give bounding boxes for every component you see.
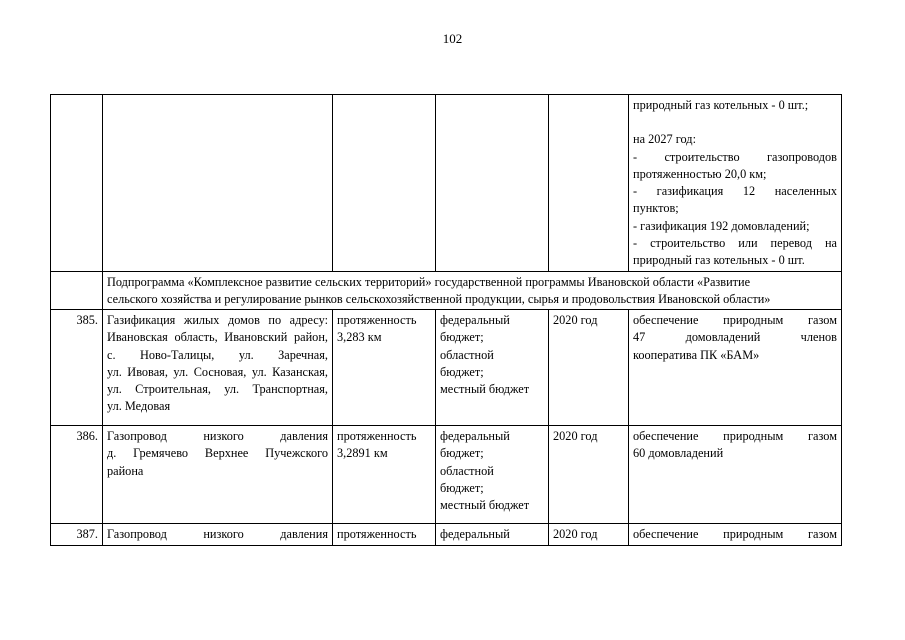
object-line: ул. Ивовая, ул. Сосновая, ул. Казанская,: [107, 364, 328, 379]
object-line: Газопровод низкого давления: [107, 527, 328, 541]
funding-cell: [436, 310, 549, 426]
result-cell: [629, 95, 842, 272]
row-number: 386.: [51, 426, 103, 524]
result-line: обеспечение природным газом: [633, 313, 837, 327]
object-cell: [103, 426, 333, 524]
capacity-line: 3,283 км: [337, 330, 382, 345]
object-line: Ивановская область, Ивановский район,: [107, 330, 328, 345]
year-cell: [549, 95, 629, 272]
funding-line: федеральный: [440, 429, 510, 443]
year-cell: 2020 год: [549, 426, 629, 524]
subprogram-title: [103, 272, 842, 310]
subprogram-row: [51, 272, 842, 310]
capacity-cell: [333, 426, 436, 524]
object-line: ул. Медовая: [107, 399, 171, 414]
result-line: кооператива ПК «БАМ»: [633, 347, 760, 362]
year-label: на 2027 год:: [633, 132, 696, 147]
result-cell: [629, 310, 842, 426]
object-cell: [103, 95, 333, 272]
funding-line: бюджет;: [440, 330, 484, 345]
funding-line: местный бюджет: [440, 382, 530, 397]
result-line: 47 домовладений членов: [633, 330, 837, 345]
funding-cell: [436, 524, 549, 546]
row-number: 387.: [51, 524, 103, 546]
result-line: пунктов;: [633, 201, 679, 216]
object-line: района: [107, 463, 144, 478]
year-cell: 2020 год: [549, 310, 629, 426]
row-number: 385.: [51, 310, 103, 426]
year-cell: 2020 год: [549, 524, 629, 546]
funding-line: бюджет;: [440, 364, 484, 379]
num-cell: [51, 95, 103, 272]
funding-line: местный бюджет: [440, 498, 530, 513]
funding-line: областной: [440, 463, 494, 478]
funding-line: бюджет;: [440, 446, 484, 461]
continuation-row: [51, 95, 842, 272]
object-line: Газификация жилых домов по адресу:: [107, 313, 328, 327]
object-cell: [103, 524, 333, 546]
funding-line: федеральный: [440, 527, 510, 541]
subprogram-line: Подпрограмма «Комплексное развитие сельских территорий» государственной программы Ивановской области «Развитие: [107, 275, 751, 289]
subprogram-line: сельского хозяйства и регулирование рынков сельскохозяйственной продукции, сырья и продовольствия Ивановской области»: [107, 292, 771, 306]
capacity-cell: [333, 95, 436, 272]
result-line: природный газ котельных - 0 шт.: [633, 253, 805, 268]
capacity-line: протяженность: [337, 527, 417, 541]
capacity-line: 3,2891 км: [337, 446, 388, 461]
capacity-cell: [333, 524, 436, 546]
result-line: протяженностью 20,0 км;: [633, 166, 767, 181]
capacity-cell: [333, 310, 436, 426]
funding-cell: [436, 426, 549, 524]
object-cell: [103, 310, 333, 426]
blank-line: [633, 114, 837, 131]
result-line: обеспечение природным газом: [633, 429, 837, 443]
object-line: д. Гремячево Верхнее Пучежского: [107, 446, 328, 461]
table-row: [51, 426, 842, 524]
result-cell: [629, 524, 842, 546]
result-line: - газификация 12 населенных: [633, 184, 837, 199]
result-line: природный газ котельных - 0 шт.;: [633, 98, 809, 112]
table-row: [51, 524, 842, 546]
table-row: [51, 310, 842, 426]
result-line: - строительство газопроводов: [633, 149, 837, 164]
result-line: - газификация 192 домовладений;: [633, 218, 810, 233]
funding-cell: [436, 95, 549, 272]
result-cell: [629, 426, 842, 524]
funding-line: бюджет;: [440, 480, 484, 495]
result-line: - строительство или перевод на: [633, 236, 837, 251]
funding-line: федеральный: [440, 313, 510, 327]
object-line: ул. Строительная, ул. Транспортная,: [107, 382, 328, 397]
program-table: [50, 94, 842, 546]
result-line: обеспечение природным газом: [633, 527, 837, 541]
funding-line: областной: [440, 347, 494, 362]
capacity-line: протяженность: [337, 313, 417, 327]
page-number: 102: [442, 31, 463, 46]
object-line: Газопровод низкого давления: [107, 429, 328, 443]
capacity-line: протяженность: [337, 429, 417, 443]
num-cell: [51, 272, 103, 310]
object-line: с. Ново-Талицы, ул. Заречная,: [107, 347, 328, 362]
result-line: 60 домовладений: [633, 446, 724, 461]
